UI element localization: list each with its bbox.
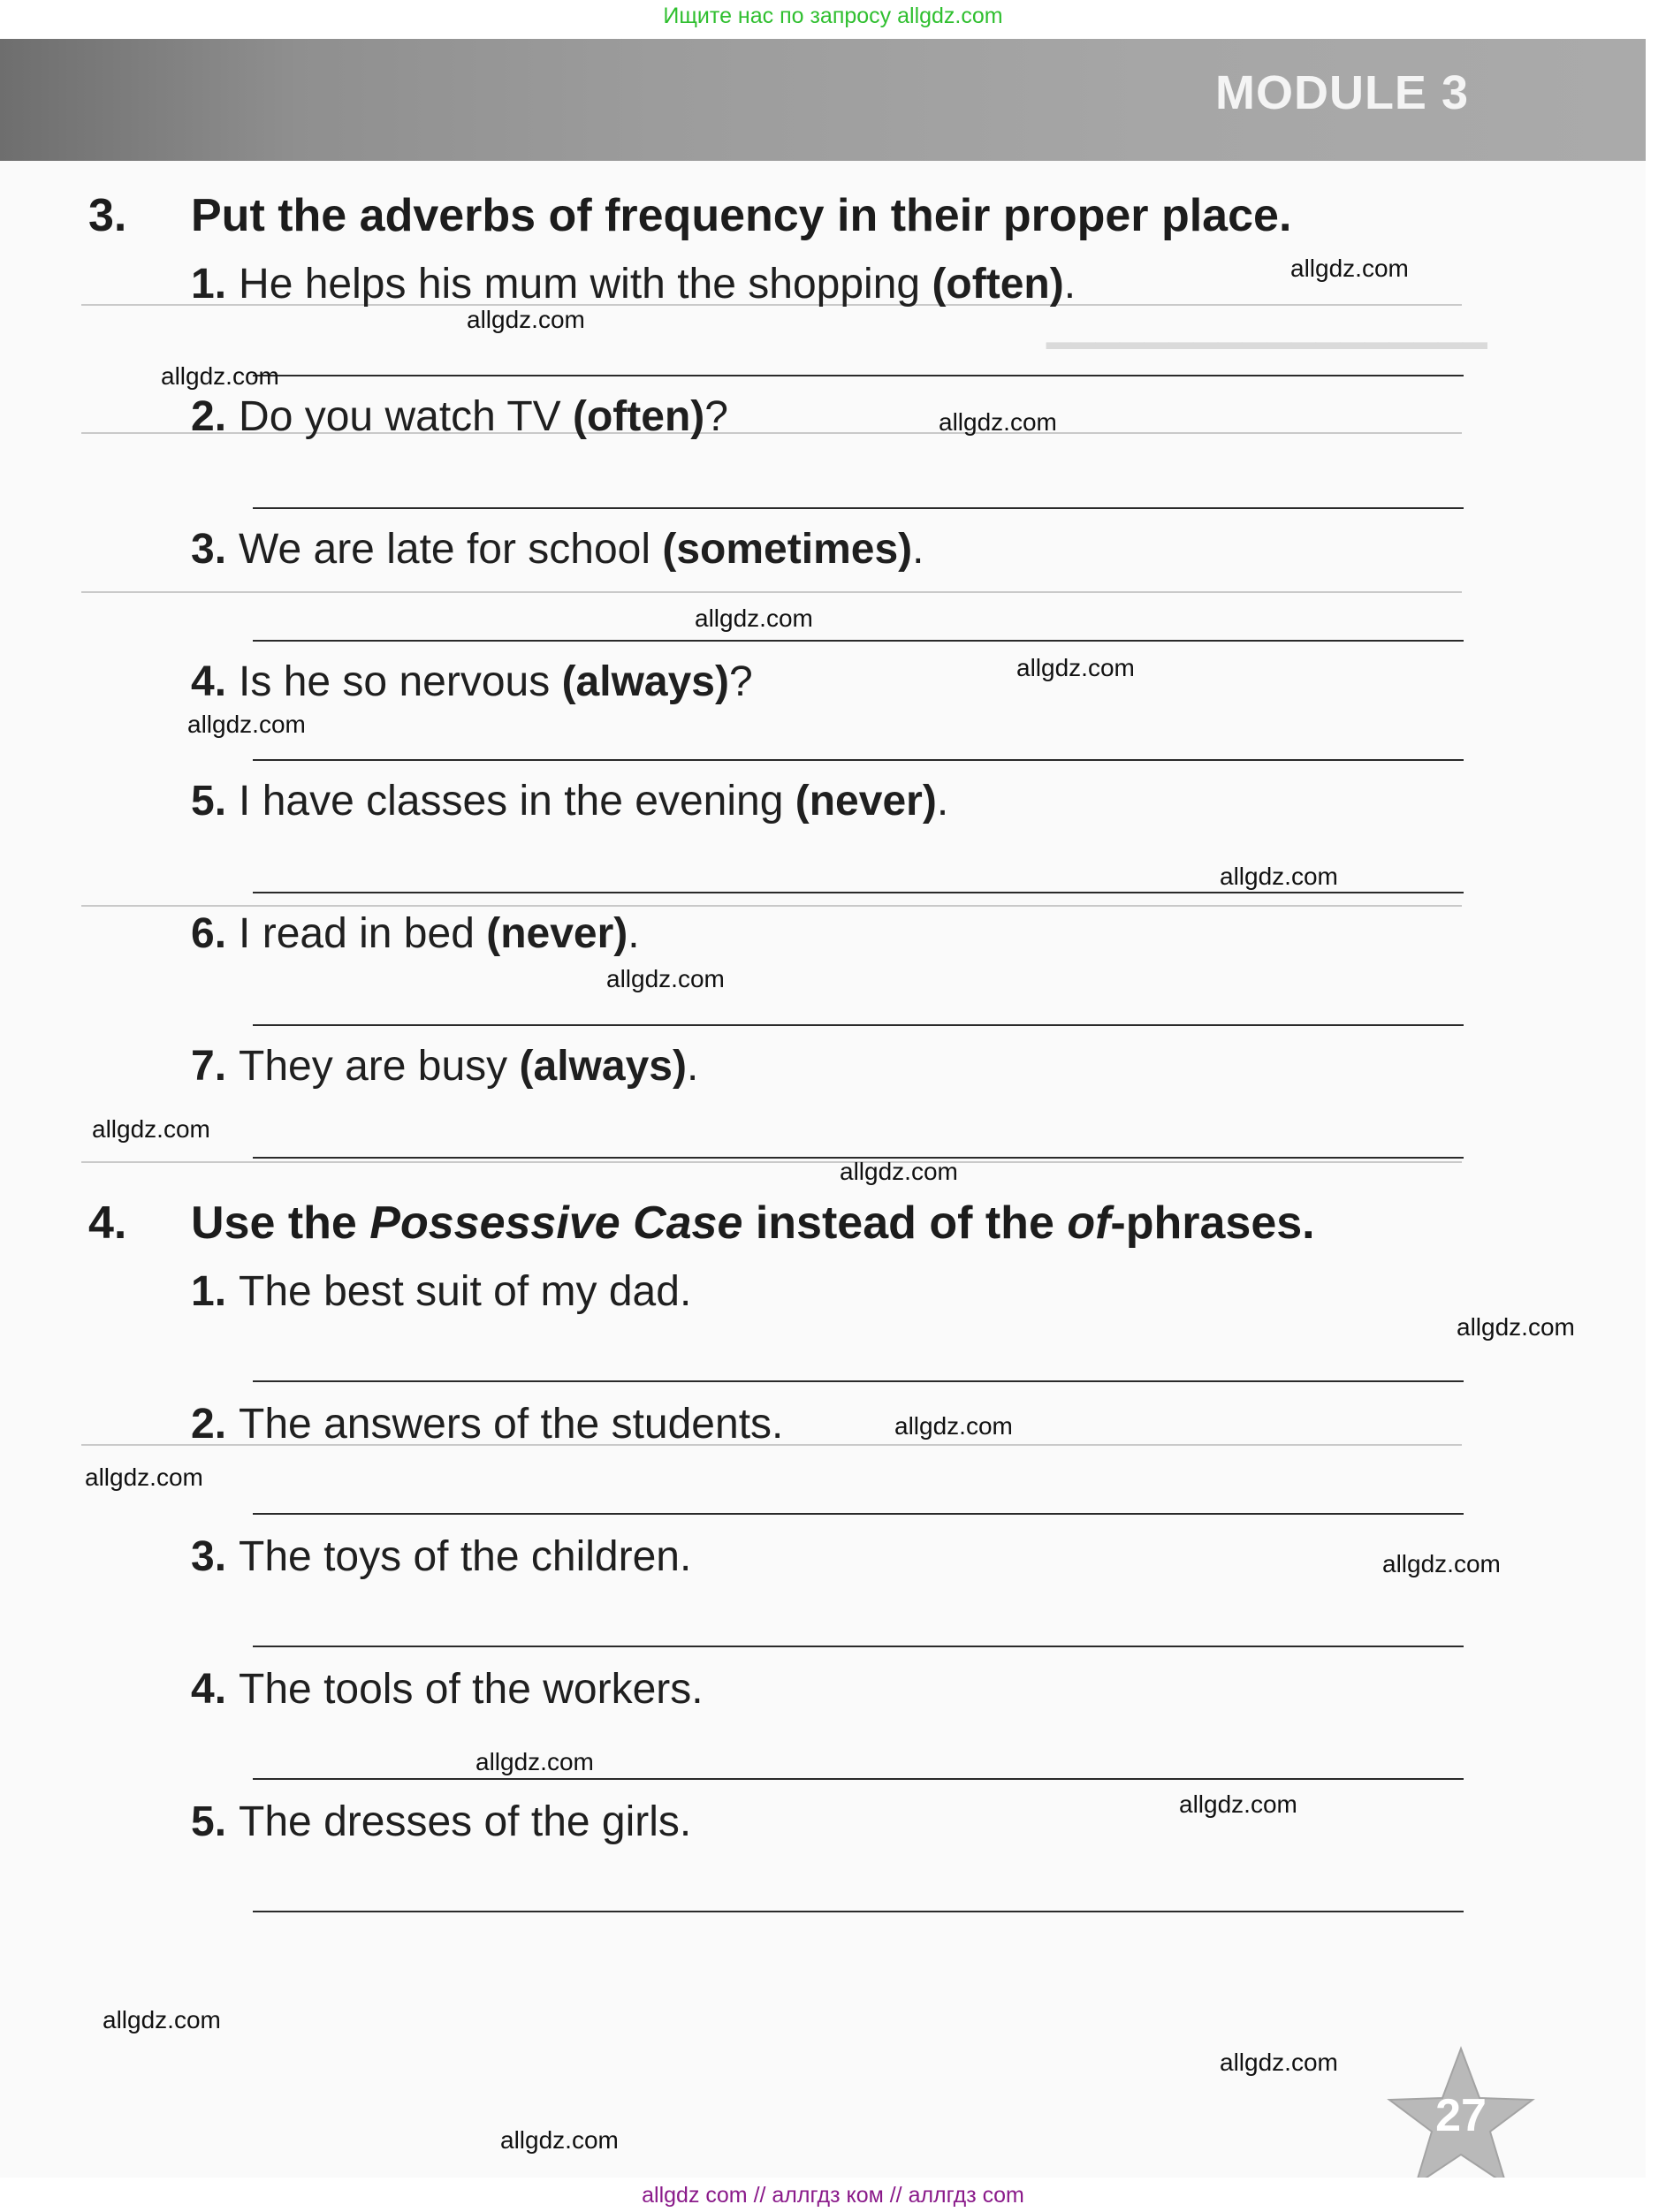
watermark: allgdz.com bbox=[1457, 1313, 1575, 1341]
item-adverb: (never) bbox=[486, 910, 628, 957]
watermark: allgdz.com bbox=[1179, 1790, 1297, 1818]
exercise-4-item bbox=[191, 1532, 691, 1581]
exercise-3-item bbox=[191, 525, 924, 574]
item-text: We are late for school bbox=[239, 526, 663, 573]
item-end: . bbox=[936, 778, 949, 825]
title-part: instead of the bbox=[742, 1197, 1068, 1249]
item-end: . bbox=[686, 1043, 699, 1090]
bleed-through: ━━━━━━━━━━━━━━━━━━ bbox=[1046, 323, 1487, 369]
item-number: 1. bbox=[191, 1268, 227, 1315]
item-number: 1. bbox=[191, 261, 227, 308]
answer-line[interactable] bbox=[253, 640, 1464, 642]
exercise-3-item bbox=[191, 777, 948, 825]
watermark: allgdz.com bbox=[103, 2006, 221, 2033]
item-end: ? bbox=[704, 393, 728, 440]
workbook-page bbox=[0, 39, 1646, 2178]
item-text: The tools of the workers. bbox=[239, 1666, 704, 1713]
watermark: allgdz.com bbox=[1220, 863, 1338, 890]
watermark: allgdz.com bbox=[840, 1158, 958, 1185]
title-part: Use the bbox=[191, 1197, 370, 1249]
top-banner: Ищите нас по запросу allgdz.com bbox=[663, 4, 1003, 28]
answer-line[interactable] bbox=[253, 1513, 1464, 1515]
exercise-4-number: 4. bbox=[88, 1197, 127, 1249]
item-number: 4. bbox=[191, 658, 227, 705]
item-number: 4. bbox=[191, 1666, 227, 1713]
item-text: The dresses of the girls. bbox=[239, 1798, 692, 1845]
item-adverb: (often) bbox=[572, 393, 705, 440]
watermark: allgdz.com bbox=[1220, 2049, 1338, 2076]
watermark: allgdz.com bbox=[606, 965, 725, 992]
item-number: 5. bbox=[191, 778, 227, 825]
answer-line[interactable] bbox=[253, 892, 1464, 893]
rule bbox=[81, 591, 1462, 593]
watermark: allgdz.com bbox=[894, 1412, 1013, 1440]
title-part: -phrases. bbox=[1110, 1197, 1315, 1249]
exercise-3-item bbox=[191, 1042, 698, 1091]
answer-line[interactable] bbox=[253, 1646, 1464, 1647]
answer-line[interactable] bbox=[253, 1911, 1464, 1912]
item-end: . bbox=[912, 526, 924, 573]
watermark: allgdz.com bbox=[695, 604, 813, 632]
item-number: 3. bbox=[191, 526, 227, 573]
answer-line[interactable] bbox=[253, 507, 1464, 509]
watermark: allgdz.com bbox=[500, 2126, 619, 2154]
watermark: allgdz.com bbox=[1016, 654, 1135, 681]
watermark: allgdz.com bbox=[85, 1463, 203, 1491]
page-number: 27 bbox=[1435, 2090, 1487, 2141]
exercise-3-number: 3. bbox=[88, 190, 127, 241]
item-text: Is he so nervous bbox=[239, 658, 562, 705]
item-text: I read in bed bbox=[239, 910, 487, 957]
item-end: . bbox=[628, 910, 640, 957]
exercise-3-title: Put the adverbs of frequency in their proper place. bbox=[191, 190, 1292, 241]
footer-links: allgdz com // аллгдз ком // аллгдз com bbox=[642, 2183, 1024, 2208]
exercise-4-title bbox=[191, 1197, 1315, 1250]
exercise-4-item bbox=[191, 1665, 704, 1714]
item-number: 5. bbox=[191, 1798, 227, 1845]
answer-line[interactable] bbox=[253, 1024, 1464, 1026]
watermark: allgdz.com bbox=[1382, 1550, 1501, 1577]
item-text: They are busy bbox=[239, 1043, 520, 1090]
item-number: 2. bbox=[191, 393, 227, 440]
rule bbox=[81, 905, 1462, 907]
item-text: Do you watch TV bbox=[239, 393, 573, 440]
watermark: allgdz.com bbox=[92, 1115, 210, 1143]
answer-line[interactable] bbox=[253, 1380, 1464, 1382]
exercise-3-item bbox=[191, 392, 728, 441]
title-part-italic: of bbox=[1067, 1197, 1111, 1249]
item-number: 3. bbox=[191, 1533, 227, 1580]
exercise-4-item bbox=[191, 1267, 691, 1316]
item-adverb: (often) bbox=[932, 261, 1064, 308]
rule bbox=[81, 1161, 1462, 1163]
answer-line[interactable] bbox=[253, 759, 1464, 761]
item-text: The answers of the students. bbox=[239, 1401, 784, 1448]
item-adverb: (always) bbox=[561, 658, 729, 705]
watermark: allgdz.com bbox=[939, 408, 1057, 436]
exercise-4-item bbox=[191, 1798, 691, 1846]
item-end: . bbox=[1063, 261, 1076, 308]
item-number: 6. bbox=[191, 910, 227, 957]
item-text: The best suit of my dad. bbox=[239, 1268, 692, 1315]
item-adverb: (sometimes) bbox=[662, 526, 913, 573]
item-end: ? bbox=[728, 658, 753, 705]
exercise-3-item bbox=[191, 909, 640, 958]
item-adverb: (never) bbox=[795, 778, 937, 825]
watermark: allgdz.com bbox=[187, 711, 306, 738]
exercise-3-item bbox=[191, 658, 753, 706]
item-text: The toys of the children. bbox=[239, 1533, 692, 1580]
item-adverb: (always) bbox=[519, 1043, 687, 1090]
watermark: allgdz.com bbox=[467, 306, 585, 333]
item-text: He helps his mum with the shopping bbox=[239, 261, 932, 308]
watermark: allgdz.com bbox=[475, 1748, 594, 1775]
exercise-3-item bbox=[191, 260, 1076, 308]
item-text: I have classes in the evening bbox=[239, 778, 795, 825]
item-number: 2. bbox=[191, 1401, 227, 1448]
answer-line[interactable] bbox=[253, 1778, 1464, 1780]
watermark: allgdz.com bbox=[161, 362, 279, 390]
module-label: MODULE 3 bbox=[1214, 66, 1469, 119]
exercise-4-item bbox=[191, 1400, 783, 1448]
title-part-italic: Possessive Case bbox=[369, 1197, 743, 1249]
watermark: allgdz.com bbox=[1290, 255, 1409, 282]
item-number: 7. bbox=[191, 1043, 227, 1090]
answer-line[interactable] bbox=[253, 375, 1464, 376]
